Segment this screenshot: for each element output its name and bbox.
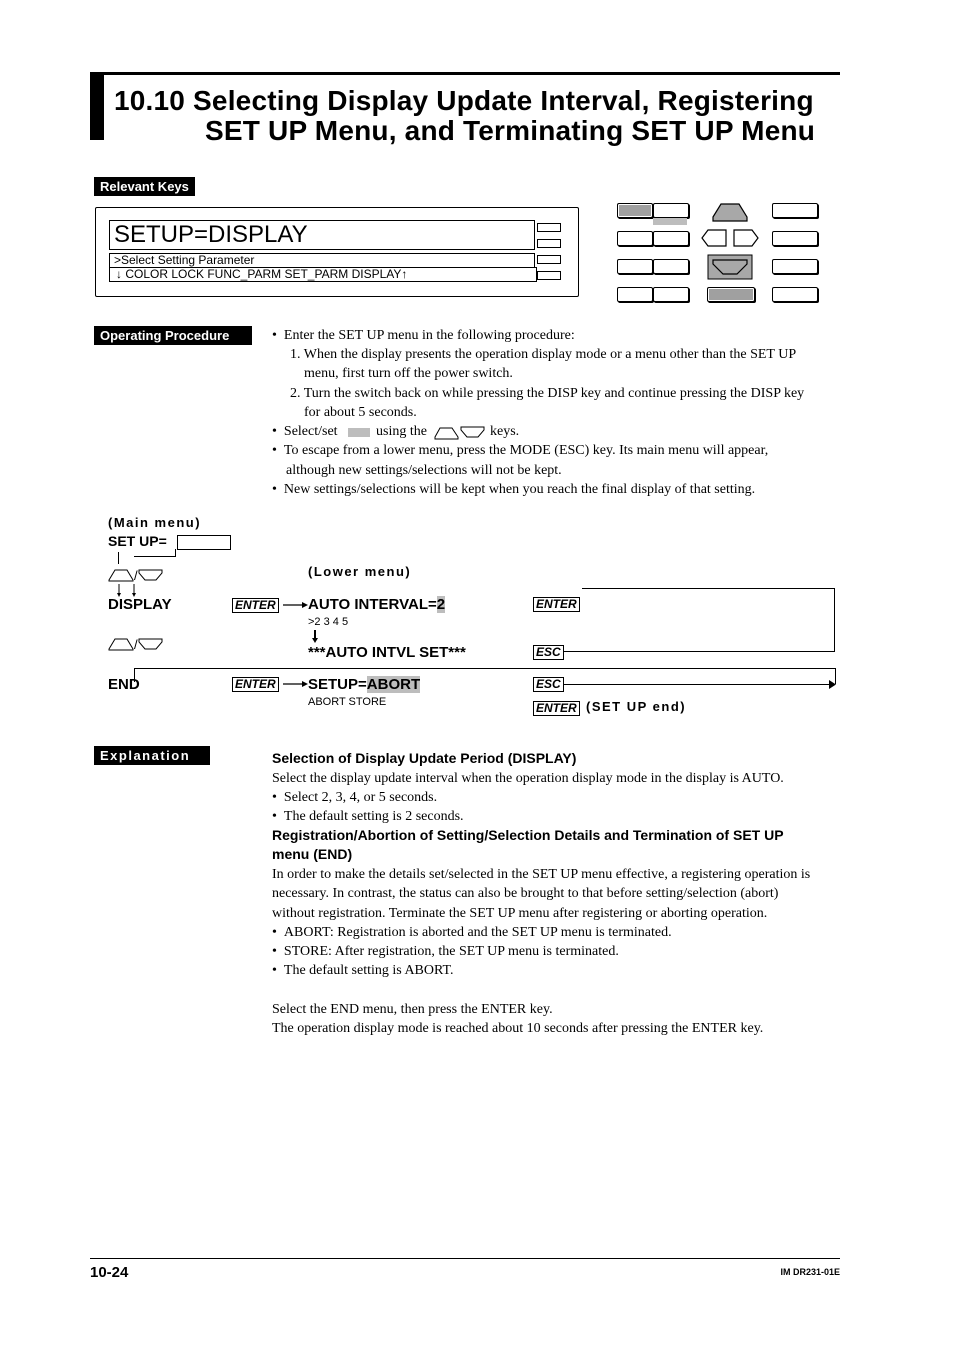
conn-3 — [118, 552, 119, 564]
loop-esc-h — [134, 668, 836, 669]
expl-b5-text: The default setting is ABORT. — [283, 963, 454, 978]
page-title-line1: 10.10 Selecting Display Update Interval, Registering — [114, 85, 814, 116]
loop-enter-v — [834, 588, 835, 652]
key-r3c5[interactable] — [772, 259, 818, 274]
relevant-keys-label: Relevant Keys — [94, 177, 195, 196]
display-line2: ↓ COLOR LOCK FUNC_PARM SET_PARM DISPLAY↑ — [109, 267, 537, 282]
header-bar — [90, 72, 104, 140]
footer-rule — [90, 1258, 840, 1259]
proc-bullet-4: • New settings/selections will be kept when you reach the final display of that setting. — [272, 482, 756, 497]
down-key-icon[interactable] — [707, 254, 753, 280]
expl-b2: • The default setting is 2 seconds. — [272, 809, 464, 824]
proc-bullet-1: • Enter the SET UP menu in the following procedure: — [272, 328, 575, 343]
key-r3c1[interactable] — [617, 259, 653, 274]
page-number: 10-24 — [90, 1264, 129, 1281]
panel-side-key-2 — [537, 239, 561, 248]
disp-key[interactable] — [617, 203, 653, 218]
proc-step-1a: 1. When the display presents the operation display mode or a menu other than the SET UP — [290, 347, 797, 362]
doc-id: IM DR231-01E — [780, 1267, 840, 1277]
proc-step-2b: for about 5 seconds. — [304, 405, 417, 420]
expl-p2a: In order to make the details set/selected in the SET UP menu effective, a registering operation is — [272, 867, 811, 882]
expl-heading-1: Selection of Display Update Period (DISPLAY) — [272, 750, 577, 766]
up-key-icon[interactable] — [711, 201, 749, 223]
end-item[interactable]: END — [108, 676, 140, 693]
setup-abort-value: ABORT — [366, 676, 421, 693]
loop-enter-h2 — [564, 651, 835, 652]
svg-text:/: / — [134, 568, 138, 583]
proc-b3a-text: To escape from a lower menu, press the MODE (ESC) key. Its main menu will appear, — [283, 443, 769, 458]
expl-b3-text: ABORT: Registration is aborted and the SET UP menu is terminated. — [283, 925, 672, 940]
proc-bullet-2: • Select/set — [272, 424, 338, 439]
expl-b5: • The default setting is ABORT. — [272, 963, 454, 978]
header-rule — [90, 72, 840, 75]
esc2-arrowhead — [829, 680, 837, 689]
up-down-icon-1 — [108, 565, 164, 583]
key-r1c2[interactable] — [653, 203, 689, 218]
panel-side-key-4 — [537, 271, 561, 280]
up-down-icon-2 — [108, 634, 164, 652]
expl-b1-text: Select 2, 3, 4, or 5 seconds. — [283, 790, 438, 805]
expl-b1: • Select 2, 3, 4, or 5 seconds. — [272, 790, 438, 805]
proc-bullet-3: • To escape from a lower menu, press the MODE (ESC) key. Its main menu will appear, — [272, 443, 769, 458]
expl-p1: Select the display update interval when the operation display mode in the display is AUTO. — [272, 771, 784, 786]
key-r2c5[interactable] — [772, 231, 818, 246]
lower-menu-label: (Lower menu) — [308, 564, 412, 579]
expl-p2c: without registration. Terminate the SET UP menu after registering or aborting operation. — [272, 906, 768, 921]
setup-end-label: (SET UP end) — [586, 699, 687, 714]
setup-value-box — [177, 535, 231, 550]
arrow-right-2 — [283, 679, 309, 689]
main-menu-label: (Main menu) — [108, 515, 202, 530]
auto-intvl-set: ***AUTO INTVL SET*** — [308, 644, 466, 661]
setup-abort-item[interactable] — [308, 676, 420, 693]
page-title — [114, 86, 854, 146]
proc-b1-text: Enter the SET UP menu in the following procedure: — [283, 328, 575, 343]
setup-abort-pre: SETUP= — [308, 676, 367, 693]
panel-side-key-3 — [537, 255, 561, 264]
display-item[interactable]: DISPLAY — [108, 596, 172, 613]
expl-b3: • ABORT: Registration is aborted and the SET UP menu is terminated. — [272, 925, 672, 940]
proc-step-1b: menu, first turn off the power switch. — [304, 366, 513, 381]
arrow-down-2 — [310, 630, 320, 644]
key-r2c1[interactable] — [617, 231, 653, 246]
enter-tag-2: ENTER — [533, 597, 580, 612]
expl-p3: Select the END menu, then press the ENTER key. — [272, 1002, 553, 1017]
proc-b2-post: keys. — [490, 424, 520, 439]
display-line1: >Select Setting Parameter — [109, 253, 535, 268]
proc-step-2a: 2. Turn the switch back on while pressing the DISP key and continue pressing the DISP key — [290, 386, 805, 401]
operating-procedure-label: Operating Procedure — [94, 326, 252, 345]
proc-b2-pre: Select/set — [283, 424, 338, 439]
key-panel — [614, 200, 824, 308]
arrow-right-1 — [283, 600, 309, 610]
display-main: SETUP=DISPLAY — [109, 220, 535, 250]
page-title-line2: SET UP Menu, and Terminating SET UP Menu — [205, 115, 816, 146]
esc2-line — [564, 684, 832, 685]
loop-enter-h — [582, 588, 835, 589]
explanation-label: Explanation — [94, 746, 210, 765]
proc-bullet-3b: although new settings/selections will not be kept. — [286, 463, 562, 478]
expl-b4-text: STORE: After registration, the SET UP menu is terminated. — [283, 944, 619, 959]
expl-p4: The operation display mode is reached about 10 seconds after pressing the ENTER key. — [272, 1021, 764, 1036]
display-panel — [95, 207, 579, 297]
svg-text:/: / — [134, 637, 138, 652]
key-r3c2[interactable] — [653, 259, 689, 274]
key-r2c2[interactable] — [653, 231, 689, 246]
auto-interval-value: 2 — [436, 596, 446, 613]
abort-store-options: ABORT STORE — [308, 696, 387, 708]
expl-b4: • STORE: After registration, the SET UP menu is terminated. — [272, 944, 619, 959]
proc-b2-mid: using the — [376, 424, 427, 439]
auto-interval-text: AUTO INTERVAL= — [308, 596, 437, 613]
key-r4c1[interactable] — [617, 287, 653, 302]
expl-p2b: necessary. In contrast, the status can also be brought to that before setting/selection (abort) — [272, 886, 779, 901]
enter-key[interactable] — [707, 287, 755, 302]
enter-tag-4: ENTER — [533, 701, 580, 716]
left-key-icon[interactable] — [700, 228, 728, 248]
expl-heading-2a: Registration/Abortion of Setting/Selection Details and Termination of SET UP — [272, 827, 784, 843]
right-key-icon[interactable] — [732, 228, 760, 248]
selection-area-icon — [348, 428, 370, 437]
esc-tag-2: ESC — [533, 677, 564, 692]
proc-b4-text: New settings/selections will be kept when you reach the final display of that setting. — [283, 482, 756, 497]
setup-eq-label: SET UP= — [108, 533, 167, 549]
enter-tag-1: ENTER — [232, 598, 279, 613]
key-shade — [653, 218, 687, 225]
enter-tag-3: ENTER — [232, 677, 279, 692]
esc-tag-1: ESC — [533, 645, 564, 660]
expl-b2-text: The default setting is 2 seconds. — [283, 809, 464, 824]
auto-interval-options: >2 3 4 5 — [308, 616, 349, 628]
up-down-keys-icon — [434, 424, 486, 440]
panel-side-key-1 — [537, 223, 561, 232]
key-r4c2[interactable] — [653, 287, 689, 302]
expl-heading-2b: menu (END) — [272, 846, 353, 862]
conn-2 — [134, 556, 176, 557]
key-r1c5[interactable] — [772, 203, 818, 218]
key-r4c5[interactable] — [772, 287, 818, 302]
auto-interval-item[interactable] — [308, 596, 445, 613]
